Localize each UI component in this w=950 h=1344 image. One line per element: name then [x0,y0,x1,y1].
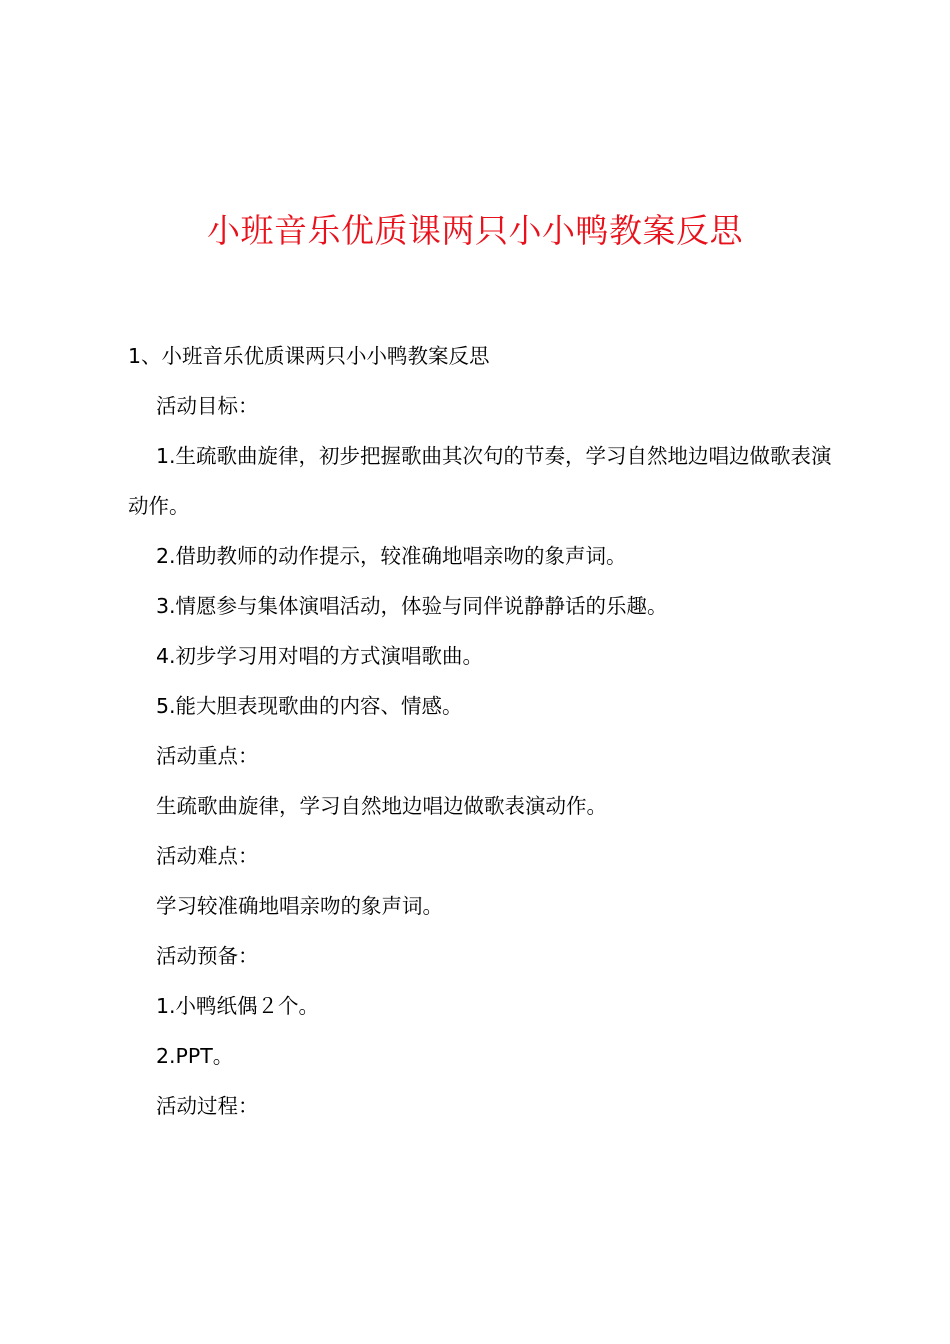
paragraph-key-points: 生疏歌曲旋律，学习自然地边唱边做歌表演动作。 [156,794,607,818]
paragraph-preparation-2: 2.PPT。 [156,1044,234,1068]
paragraph-goal-5: 5.能大胆表现歌曲的内容、情感。 [156,694,463,718]
document-body [128,331,838,1131]
paragraph-goal-4: 4.初步学习用对唱的方式演唱歌曲。 [156,644,484,668]
paragraph-activity-goals-label: 活动目标： [156,394,259,418]
paragraph-difficulties-label: 活动难点： [156,844,259,868]
paragraph-preparation-label: 活动预备： [156,944,259,968]
paragraph-goal-1: 1.生疏歌曲旋律，初步把握歌曲其次句的节奏，学习自然地边唱边做歌表演动作。 [128,444,832,518]
paragraph-goal-3: 3.情愿参与集体演唱活动，体验与同伴说静静话的乐趣。 [156,594,668,618]
paragraph-difficulties: 学习较准确地唱亲吻的象声词。 [156,894,443,918]
paragraph-goal-2: 2.借助教师的动作提示，较准确地唱亲吻的象声词。 [156,544,627,568]
section-heading: 1、小班音乐优质课两只小小鸭教案反思 [128,344,490,368]
paragraph-process-label: 活动过程： [156,1094,259,1118]
paragraph-preparation-1: 1.小鸭纸偶２个。 [156,994,320,1018]
paragraph-key-points-label: 活动重点： [156,744,259,768]
page-title: 小班音乐优质课两只小小鸭教案反思 [207,211,743,250]
